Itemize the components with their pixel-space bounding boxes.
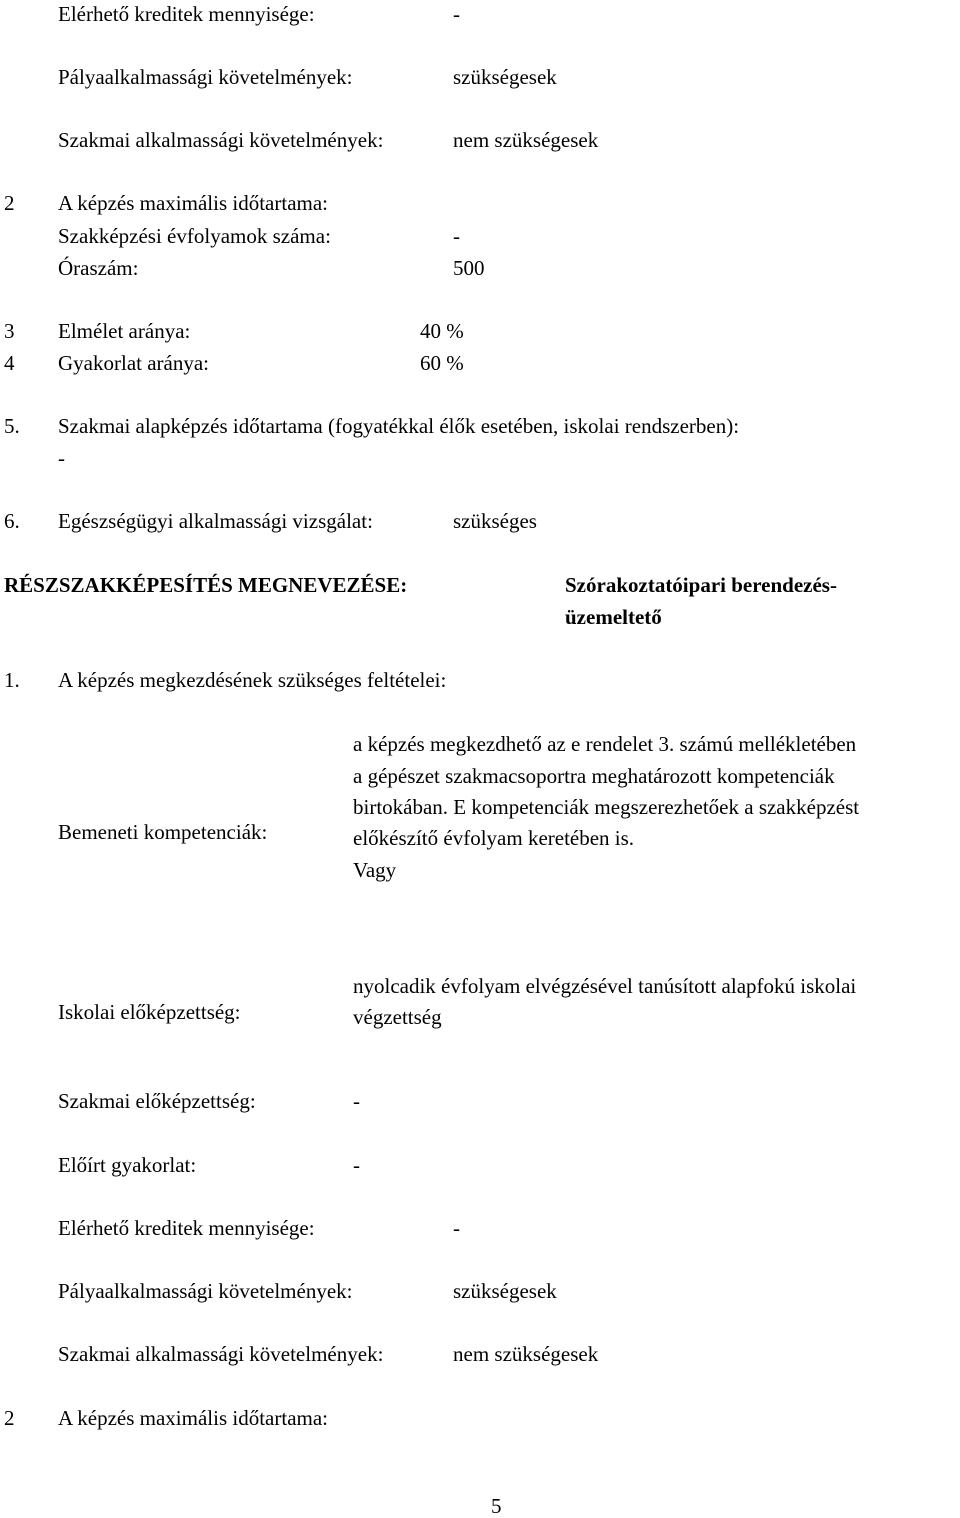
max-duration-title: A képzés maximális időtartama:: [58, 191, 329, 215]
required-practice-label: Előírt gyakorlat:: [58, 1153, 197, 1177]
section-3-number: 3: [4, 319, 15, 343]
professional-requirements-value: nem szükségesek: [453, 1342, 599, 1366]
section-5-number: 5.: [4, 414, 20, 438]
training-years-value: -: [453, 224, 460, 248]
theory-ratio-value: 40 %: [420, 319, 464, 343]
medical-exam-value: szükséges: [453, 509, 537, 533]
entry-competencies-line: a képzés megkezdhető az e rendelet 3. számú mellékletében: [353, 732, 857, 756]
hours-label: Óraszám:: [58, 256, 139, 280]
requirements-title: A képzés megkezdésének szükséges feltételei:: [58, 668, 447, 692]
practice-ratio-value: 60 %: [420, 351, 464, 375]
section-6-number: 6.: [4, 509, 20, 533]
hours-value: 500: [453, 256, 485, 280]
page-number: 5: [491, 1494, 502, 1518]
professional-requirements-label: Szakmai alkalmassági követelmények:: [58, 128, 384, 152]
entry-competencies-line: a gépészet szakmacsoportra meghatározott kompetenciák: [353, 764, 835, 788]
credits-value: -: [453, 2, 460, 26]
credits-value: -: [453, 1216, 460, 1240]
section-2-number: 2: [4, 1406, 15, 1430]
medical-exam-label: Egészségügyi alkalmassági vizsgálat:: [58, 509, 373, 533]
basic-training-duration-value: -: [58, 446, 65, 470]
basic-training-duration-label: Szakmai alapképzés időtartama (fogyatékkal élők esetében, iskolai rendszerben):: [58, 414, 740, 438]
credits-label: Elérhető kreditek mennyisége:: [58, 2, 315, 26]
career-requirements-value: szükségesek: [453, 1279, 557, 1303]
career-requirements-label: Pályaalkalmassági követelmények:: [58, 65, 353, 89]
entry-competencies-line: Vagy: [353, 858, 397, 882]
prior-professional-education-label: Szakmai előképzettség:: [58, 1089, 256, 1113]
credits-label: Elérhető kreditek mennyisége:: [58, 1216, 315, 1240]
qualification-name-line-1: Szórakoztatóipari berendezés-: [565, 573, 837, 597]
required-practice-value: -: [353, 1153, 360, 1177]
theory-ratio-label: Elmélet aránya:: [58, 319, 191, 343]
school-education-label: Iskolai előképzettség:: [58, 1000, 241, 1024]
professional-requirements-label: Szakmai alkalmassági követelmények:: [58, 1342, 384, 1366]
prior-professional-education-value: -: [353, 1089, 360, 1113]
professional-requirements-value: nem szükségesek: [453, 128, 599, 152]
entry-competencies-line: birtokában. E kompetenciák megszerezhetőek a szakképzést: [353, 795, 860, 819]
school-education-line: végzettség: [353, 1005, 442, 1029]
career-requirements-value: szükségesek: [453, 65, 557, 89]
max-duration-title: A képzés maximális időtartama:: [58, 1406, 329, 1430]
entry-competencies-line: előkészítő évfolyam keretében is.: [353, 826, 635, 850]
qualification-label: RÉSZSZAKKÉPESÍTÉS MEGNEVEZÉSE:: [4, 573, 408, 597]
practice-ratio-label: Gyakorlat aránya:: [58, 351, 210, 375]
section-4-number: 4: [4, 351, 15, 375]
training-years-label: Szakképzési évfolyamok száma:: [58, 224, 331, 248]
requirements-section-number: 1.: [4, 668, 20, 692]
school-education-line: nyolcadik évfolyam elvégzésével tanúsított alapfokú iskolai: [353, 974, 857, 998]
career-requirements-label: Pályaalkalmassági követelmények:: [58, 1279, 353, 1303]
qualification-name-line-2: üzemeltető: [565, 605, 662, 629]
entry-competencies-label: Bemeneti kompetenciák:: [58, 820, 268, 844]
section-2-number: 2: [4, 191, 15, 215]
